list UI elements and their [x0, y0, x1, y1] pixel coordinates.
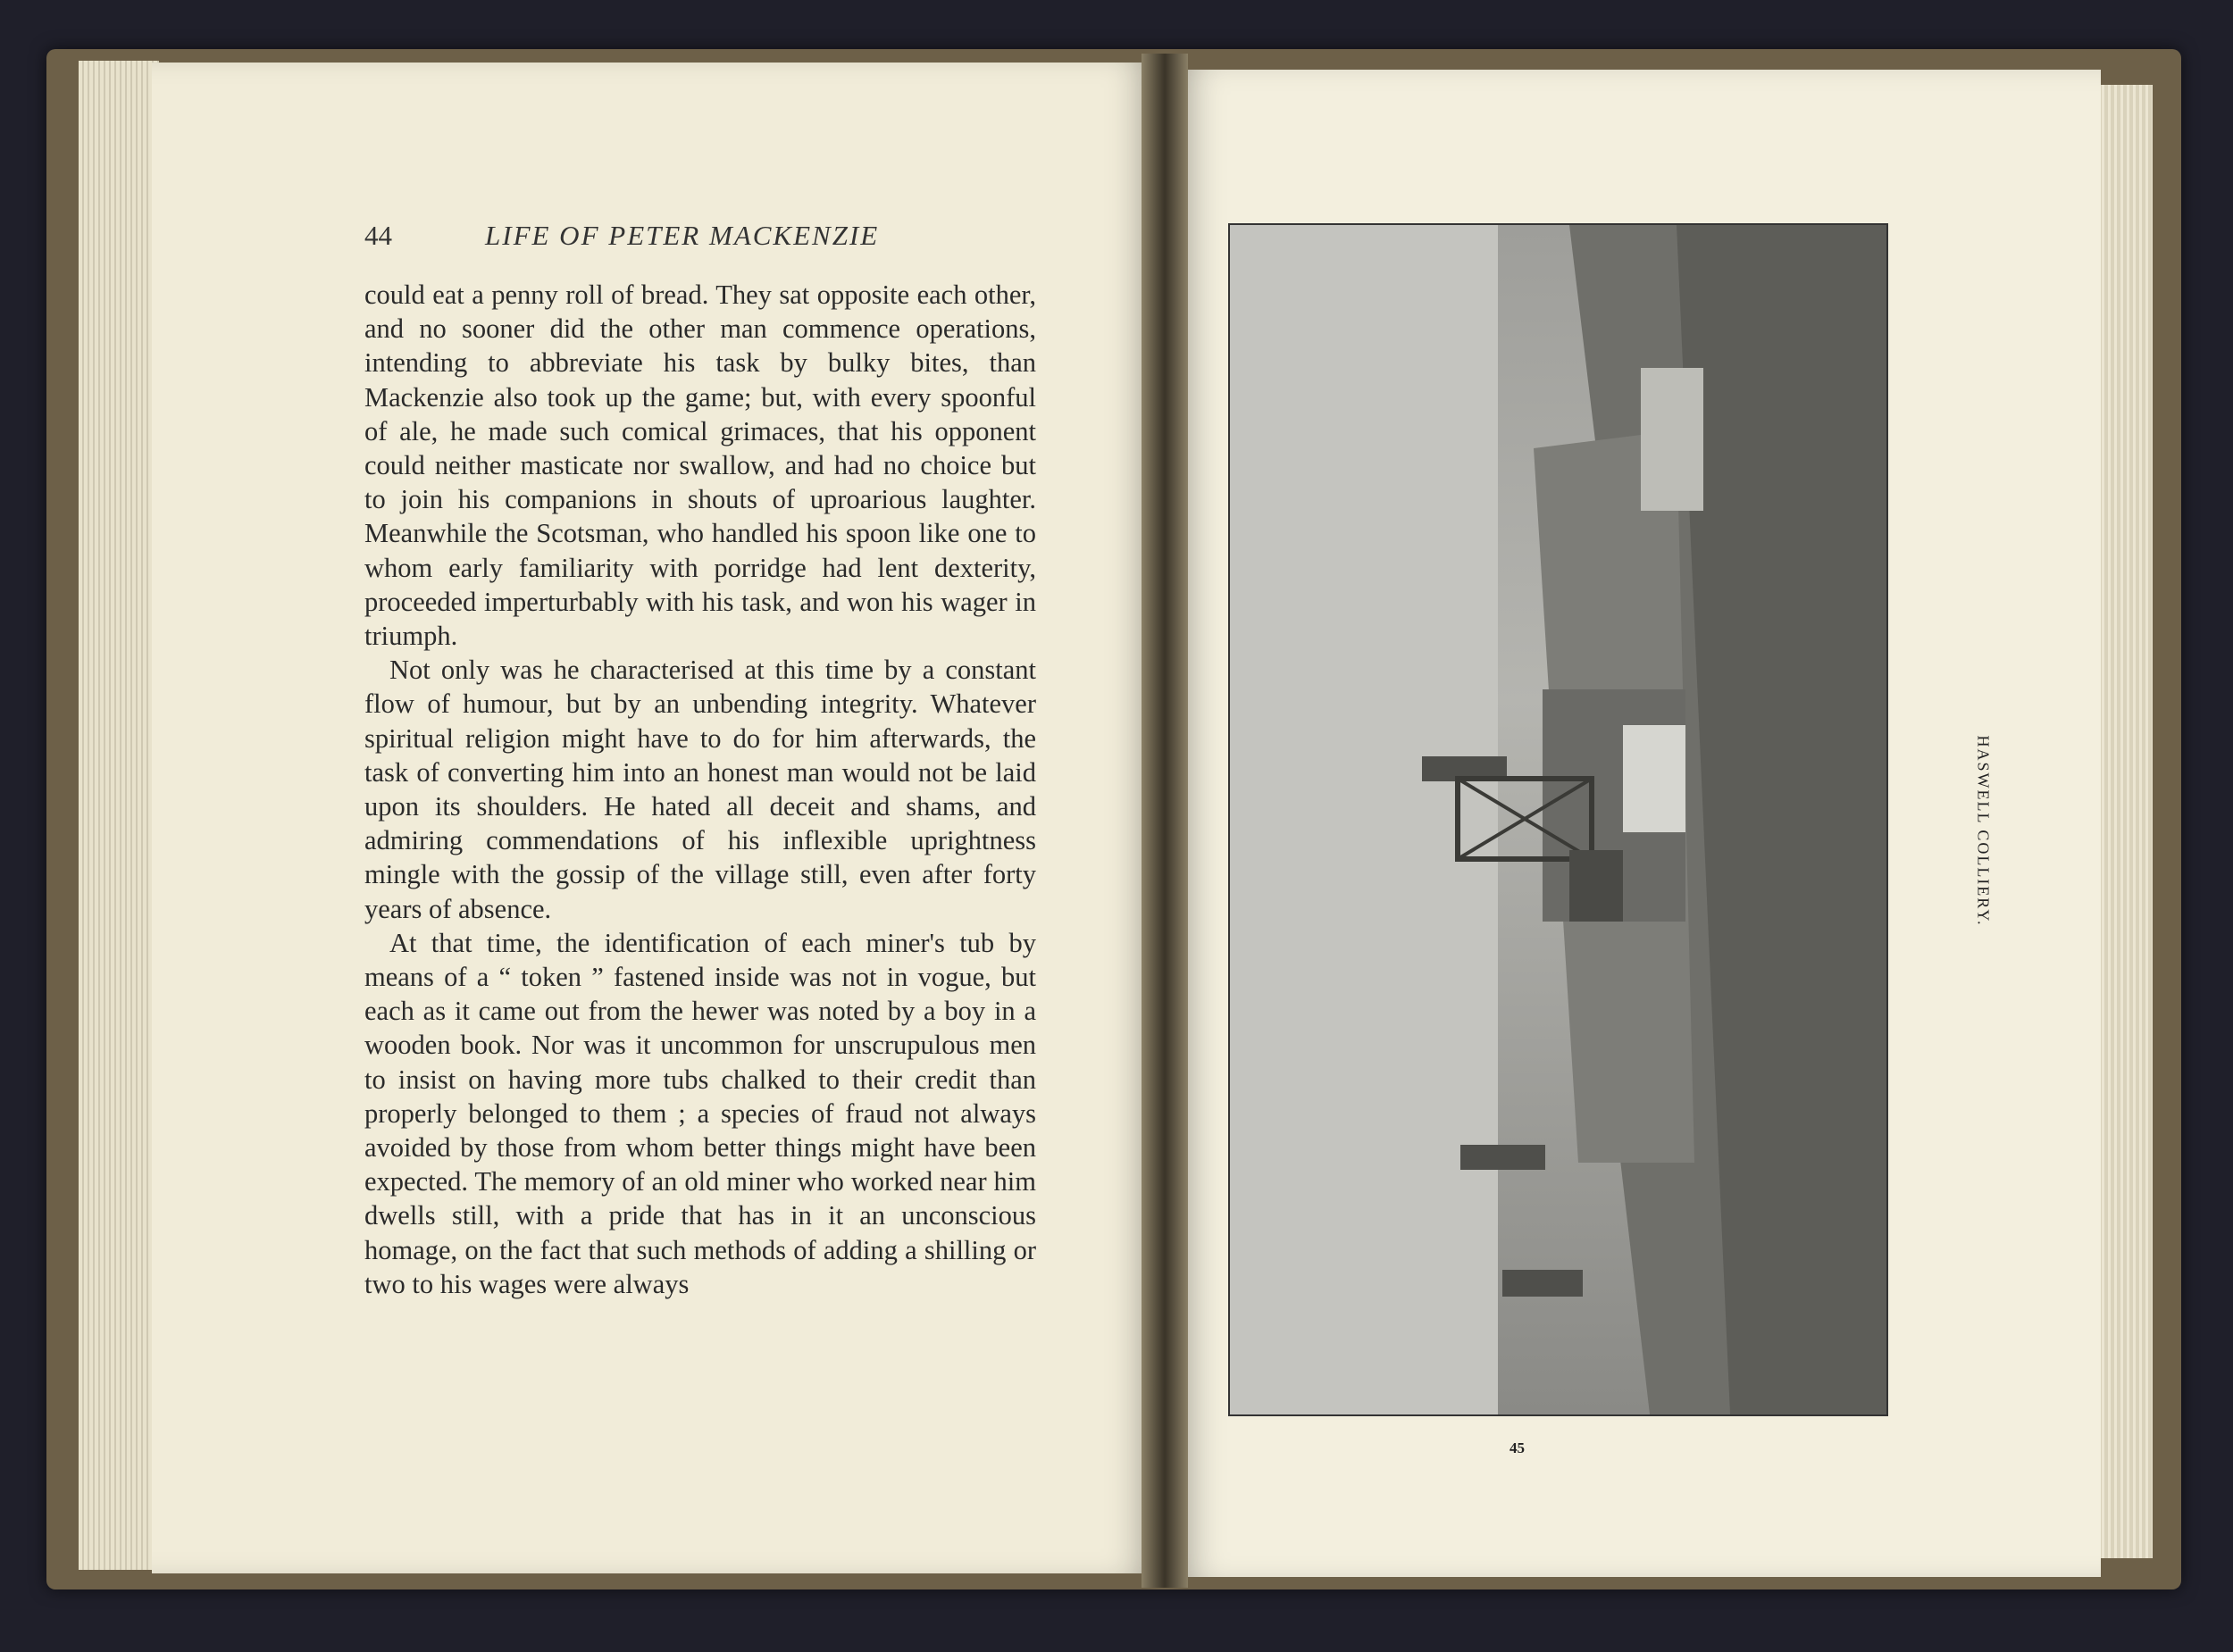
page-number-right: 45	[1510, 1439, 1525, 1456]
plate-caption	[1956, 732, 2010, 938]
colliery-photograph	[1228, 223, 1888, 1416]
page-header	[364, 220, 1043, 255]
colliery-illustration	[1230, 225, 1886, 1414]
paragraph-2: Not only was he characterised at this time by a constant flow of humour, but by an unbending integrity. Whatever spiritual religion might have to do for him afterwards, the task of converting him into an honest man would not be laid upon its shoulders. He hated all deceit and shams, and admiring commendations of his inflexible uprightness mingle with the gossip of the village still, even after forty years of absence.	[364, 655, 1036, 924]
plate-caption-text: HASWELL COLLIERY.	[1974, 735, 1993, 927]
page-number-left: 44	[364, 220, 392, 251]
running-head: LIFE OF PETER MACKENZIE	[485, 220, 880, 251]
body-text	[364, 278, 1036, 1301]
book-gutter	[1142, 54, 1188, 1588]
paragraph-1: could eat a penny roll of bread. They sat opposite each other, and no sooner did the other man commence operations, intending to abbreviate his task by bulky bites, than Mackenzie also took up the game; but, with every spoonful of ale, he made such comical grimaces, that his opponent could neither masticate nor swallow, and had no choice but to join his companions in shouts of uproarious laughter. Meanwhile the Scotsman, who handled his spoon like one to whom early familiarity with porridge had lent dexterity, proceeded imperturbably with his task, and won his wager in triumph.	[364, 280, 1036, 652]
paragraph-3: At that time, the identification of each miner's tub by means of a “ token ” fastened inside was not in vogue, but each as it came out from the hewer was noted by a boy in a wooden book. Nor was it uncommon for unscrupulous men to insist on having more tubs chalked to their credit than properly belonged to them ; a species of fraud not always avoided by those from whom better things might have been expected. The memory of an old miner who worked near him dwells still, with a pride that has in it an unconscious homage, on the fact that such methods of adding a shilling or two to his wages were always	[364, 927, 1036, 1299]
page-edges-left	[79, 61, 159, 1570]
